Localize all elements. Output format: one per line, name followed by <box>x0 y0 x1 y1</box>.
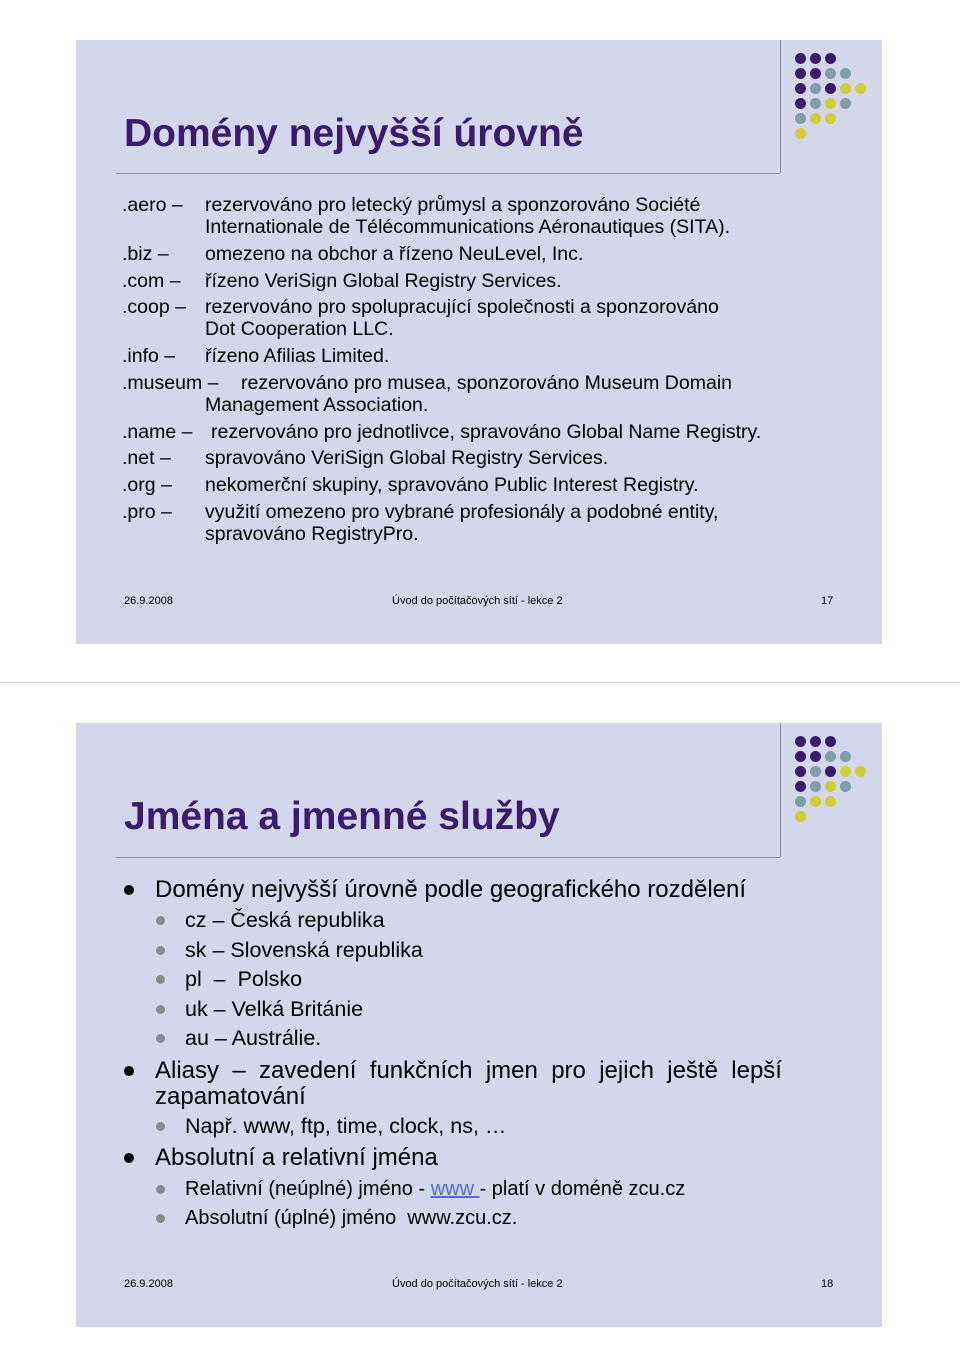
tld-description-cont: Management Association. <box>205 394 429 416</box>
decor-dot <box>855 766 866 777</box>
decor-dot <box>795 53 806 64</box>
decor-dot <box>825 113 836 124</box>
decor-dot <box>825 766 836 777</box>
decor-dot <box>825 736 836 747</box>
footer-course: Úvod do počítačových sítí - lekce 2 <box>392 595 563 607</box>
tld-description: nekomerční skupiny, spravováno Public Interest Registry. <box>205 474 699 496</box>
bullet-dot <box>156 1185 165 1194</box>
slide-18: Jména a jmenné služby Domény nejvyšší úrovně podle geografického rozdělení cz – Česká republika sk – Slovenská republika pl – Polsko uk – Velká Británie au – Austrálie. Aliasy – zavedení funkčních jmen pro jejich ještě lepší zapamatování Např. www, ftp, time, clock, ns, … Absolutní a relativní jména Relativní (neúplné) jméno - www - platí v doméně zcu.cz Absolutní (úplné) jméno www.zcu.cz. 26.9.2008 Úvod do počítačových sítí - lekce 2 18 <box>76 723 882 1327</box>
decor-dot <box>825 98 836 109</box>
decor-dot <box>795 83 806 94</box>
dot-decoration <box>795 53 870 158</box>
bullet-dot <box>124 1153 134 1163</box>
tld-description: rezervováno pro letecký průmysl a sponzorováno Société <box>205 194 701 216</box>
tld-description: rezervováno pro jednotlivce, spravováno Global Name Registry. <box>211 421 762 443</box>
decor-dot <box>840 781 851 792</box>
tld-label: .com – <box>122 270 181 292</box>
tld-entry-coop <box>122 296 719 318</box>
bullet-dot <box>156 1005 165 1014</box>
tld-label: .museum – <box>122 372 219 394</box>
bullet-dot <box>156 946 165 955</box>
tld-label: .net – <box>122 447 171 469</box>
tld-description: spravováno VeriSign Global Registry Services. <box>205 447 609 469</box>
footer-date: 26.9.2008 <box>124 595 173 607</box>
decor-dot <box>825 83 836 94</box>
tld-entry-aero <box>122 194 701 216</box>
footer-page-number: 18 <box>821 1278 834 1290</box>
decor-dot <box>840 766 851 777</box>
title-underline <box>116 857 780 858</box>
title-underline <box>116 173 780 174</box>
slide-17 <box>76 40 882 644</box>
tld-description: omezeno na obchor a řízeno NeuLevel, Inc. <box>205 243 584 265</box>
title-vertical-rule <box>780 723 781 857</box>
bullet-dot <box>156 1122 165 1131</box>
decor-dot <box>825 796 836 807</box>
footer-date: 26.9.2008 <box>124 1278 173 1290</box>
decor-dot <box>840 83 851 94</box>
decor-dot <box>795 751 806 762</box>
decor-dot <box>795 98 806 109</box>
www-link[interactable]: www <box>430 1178 480 1200</box>
tld-entry-pro <box>122 501 719 523</box>
tld-label: .coop – <box>122 296 186 318</box>
tld-description: rezervováno pro musea, sponzorováno Museum Domain <box>241 372 732 394</box>
tld-entry-org <box>122 474 699 496</box>
tld-description: rezervováno pro spolupracující společnosti a sponzorováno <box>205 296 719 318</box>
tld-label: .aero – <box>122 194 183 216</box>
dot-decoration <box>795 736 870 841</box>
decor-dot <box>795 811 806 822</box>
tld-label: .name – <box>122 421 193 443</box>
tld-entry-biz <box>122 243 584 265</box>
decor-dot <box>840 98 851 109</box>
bullet-dot <box>124 885 134 895</box>
tld-entry-museum <box>122 372 732 394</box>
decor-dot <box>840 68 851 79</box>
decor-dot <box>810 796 821 807</box>
title-vertical-rule <box>780 40 781 173</box>
tld-description-cont: spravováno RegistryPro. <box>205 523 419 545</box>
decor-dot <box>825 53 836 64</box>
bullet-dot <box>156 975 165 984</box>
tld-label: .org – <box>122 474 172 496</box>
bullet-dot <box>124 1066 134 1076</box>
tld-description: řízeno VeriSign Global Registry Services. <box>205 270 562 292</box>
tld-label: .info – <box>122 345 176 367</box>
decor-dot <box>795 766 806 777</box>
bullet-dot <box>156 1034 165 1043</box>
decor-dot <box>795 113 806 124</box>
bullet-dot <box>156 916 165 925</box>
tld-description: využití omezeno pro vybrané profesionály a podobné entity, <box>205 501 719 523</box>
tld-description: řízeno Afilias Limited. <box>205 345 390 367</box>
page-separator <box>0 682 960 683</box>
slide-title: Domény nejvyšší úrovně <box>124 112 584 155</box>
decor-dot <box>825 68 836 79</box>
decor-dot <box>810 751 821 762</box>
decor-dot <box>810 53 821 64</box>
tld-entry-info <box>122 345 390 367</box>
decor-dot <box>810 766 821 777</box>
tld-label: .biz – <box>122 243 169 265</box>
tld-entry-net <box>122 447 609 469</box>
decor-dot <box>795 736 806 747</box>
decor-dot <box>795 68 806 79</box>
bullet-dot <box>156 1214 165 1223</box>
decor-dot <box>810 68 821 79</box>
decor-dot <box>840 751 851 762</box>
decor-dot <box>825 751 836 762</box>
footer-page-number: 17 <box>821 595 834 607</box>
decor-dot <box>810 736 821 747</box>
tld-label: .pro – <box>122 501 172 523</box>
decor-dot <box>810 113 821 124</box>
decor-dot <box>795 128 806 139</box>
tld-entry-com <box>122 270 562 292</box>
tld-entry-name <box>122 421 762 443</box>
footer-course: Úvod do počítačových sítí - lekce 2 <box>392 1278 563 1290</box>
decor-dot <box>810 98 821 109</box>
decor-dot <box>795 796 806 807</box>
decor-dot <box>795 781 806 792</box>
tld-description-cont: Dot Cooperation LLC. <box>205 318 394 340</box>
tld-description-cont: Internationale de Télécommunications Aéronautiques (SITA). <box>205 216 730 238</box>
decor-dot <box>855 83 866 94</box>
slide-title: Jména a jmenné služby <box>124 795 560 838</box>
decor-dot <box>810 781 821 792</box>
decor-dot <box>810 83 821 94</box>
decor-dot <box>825 781 836 792</box>
